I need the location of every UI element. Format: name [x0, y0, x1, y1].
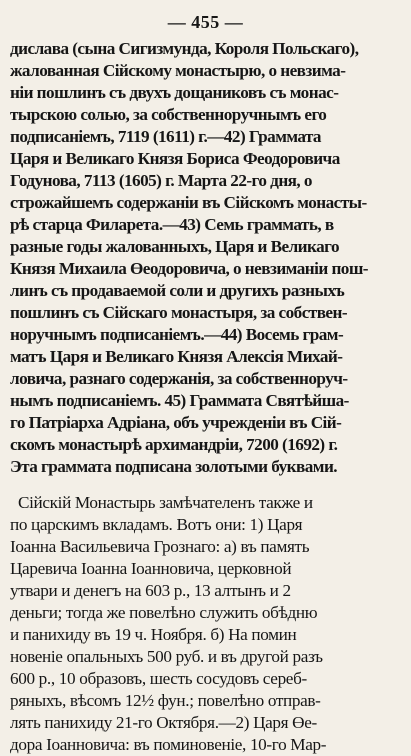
- text-line: Годунова, 7113 (1605) г. Марта 22-го дня, о: [10, 171, 312, 190]
- text-line: норучнымъ подписаніемъ.—44) Восемь грам-: [10, 325, 344, 344]
- text-line: дислава (сына Сигизмунда, Короля Польскаго),: [10, 39, 359, 58]
- paragraph-royal-donations: [10, 492, 401, 756]
- text-line: лять панихиду 21-го Октября.—2) Царя Өе-: [10, 713, 317, 732]
- text-line: нымъ подписаніемъ. 45) Граммата Святѣйша-: [10, 391, 349, 410]
- text-line: новеніе опальныхъ 500 руб. и въ другой разъ: [10, 647, 323, 666]
- text-line: ряныхъ, вѣсомъ 12½ фун.; повелѣно отправ-: [10, 691, 321, 710]
- paragraph-gap: [10, 478, 401, 492]
- text-line: Іоанна Васильевича Грознаго: а) въ память: [10, 537, 310, 556]
- text-line: и панихиду въ 19 ч. Ноября. б) На помин: [10, 625, 297, 644]
- text-line: рѣ старца Филарета.—43) Семь граммать, в: [10, 215, 334, 234]
- text-line: линъ съ продаваемой соли и другихъ разныхъ: [10, 281, 345, 300]
- text-line: ніи пошлинъ съ двухъ дощаниковъ съ монас-: [10, 83, 339, 102]
- text-line: строжайшемъ содержаніи въ Сійскомъ монасты-: [10, 193, 367, 212]
- text-line: по царскимъ вкладамъ. Вотъ они: 1) Царя: [10, 515, 303, 534]
- text-line: Эта граммата подписана золотыми буквами.: [10, 457, 338, 476]
- text-line: ловича, разнаго содержанія, за собственноруч-: [10, 369, 348, 388]
- page-number: — 455 —: [167, 12, 244, 32]
- text-line: матъ Царя и Великаго Князя Алексія Михай-: [10, 347, 343, 366]
- text-line: тырскою солью, за собственноручнымъ его: [10, 105, 327, 124]
- text-line: 600 р., 10 образовъ, шесть сосудовъ сереб-: [10, 669, 307, 688]
- text-line: разные годы жалованныхъ, Царя и Великаго: [10, 237, 340, 256]
- text-line: утвари и денегъ на 603 р., 13 алтынъ и 2: [10, 581, 291, 600]
- text-line: пошлинъ съ Сійскаго монастыря, за собствен-: [10, 303, 348, 322]
- text-line: Князя Михаила Өеодоровича, о невзиманіи пош-: [10, 259, 368, 278]
- text-line: скомъ монастырѣ архимандріи, 7200 (1692) г.: [10, 435, 338, 454]
- text-line: Сійскій Монастырь замѣчателенъ также и: [18, 493, 313, 512]
- text-line: дора Іоанновича: въ поминовеніе, 10-го Мар-: [10, 735, 327, 754]
- text-line: подписаніемъ, 7119 (1611) г.—42) Грамматa: [10, 127, 321, 146]
- text-line: Царя и Великаго Князя Бориса Феодоровича: [10, 149, 340, 168]
- paragraph-charters: [10, 38, 401, 478]
- text-line: жалованная Сійскому монастырю, о невзима-: [10, 61, 346, 80]
- text-line: деньги; тогда же повелѣно служить обѣдню: [10, 603, 318, 622]
- text-line: Царевича Іоанна Іоанновича, церковной: [10, 559, 292, 578]
- text-line: го Патріарха Адріана, объ учрежденіи въ Сій-: [10, 413, 342, 432]
